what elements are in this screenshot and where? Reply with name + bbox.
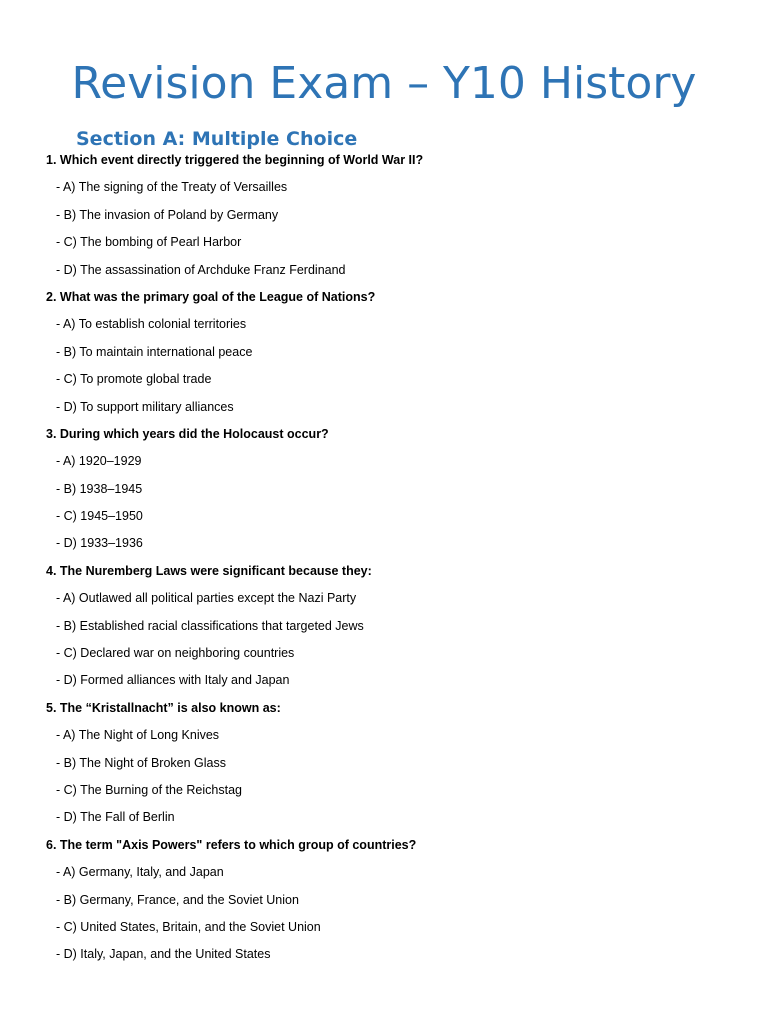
option-a: - A) To establish colonial territories [56,317,247,332]
option-a: - A) The signing of the Treaty of Versailles [56,180,288,195]
question-text: 3. During which years did the Holocaust occur? [46,426,329,441]
option-b: - B) The Night of Broken Glass [56,755,226,770]
option-d: - D) 1933–1936 [56,536,143,551]
question-2 [46,287,746,424]
option-b: - B) To maintain international peace [56,344,253,359]
option-d: - D) To support military alliances [56,399,234,414]
option-d: - D) Italy, Japan, and the United States [56,947,271,962]
question-text: 6. The term "Axis Powers" refers to which group of countries? [46,837,417,852]
option-b: - B) 1938–1945 [56,481,143,496]
question-3 [46,424,746,561]
option-c: - C) To promote global trade [56,372,212,387]
option-a: - A) The Night of Long Knives [56,728,220,743]
option-a: - A) 1920–1929 [56,454,142,469]
option-d: - D) The Fall of Berlin [56,810,175,825]
option-c: - C) The bombing of Pearl Harbor [56,235,242,250]
question-4 [46,561,746,698]
question-list [46,150,746,972]
option-c: - C) The Burning of the Reichstag [56,782,242,797]
option-d: - D) Formed alliances with Italy and Japan [56,673,290,688]
option-b: - B) Established racial classifications that targeted Jews [56,618,364,633]
question-text: 2. What was the primary goal of the League of Nations? [46,289,376,304]
question-text: 5. The “Kristallnacht” is also known as: [46,700,281,715]
question-6 [46,835,746,972]
question-text: 1. Which event directly triggered the beginning of World War II? [46,153,424,167]
option-d: - D) The assassination of Archduke Franz Ferdinand [56,262,346,277]
question-1 [46,150,746,287]
option-b: - B) The invasion of Poland by Germany [56,207,279,222]
option-c: - C) Declared war on neighboring countries [56,646,295,661]
option-a: - A) Outlawed all political parties except the Nazi Party [56,591,357,606]
option-b: - B) Germany, France, and the Soviet Union [56,892,299,907]
option-a: - A) Germany, Italy, and Japan [56,865,224,880]
option-c: - C) 1945–1950 [56,509,143,524]
document-title: Revision Exam – Y10 History [71,58,697,109]
question-5 [46,698,746,835]
question-text: 4. The Nuremberg Laws were significant because they: [46,563,372,578]
option-c: - C) United States, Britain, and the Soviet Union [56,919,321,934]
section-heading: Section A: Multiple Choice [76,128,358,150]
